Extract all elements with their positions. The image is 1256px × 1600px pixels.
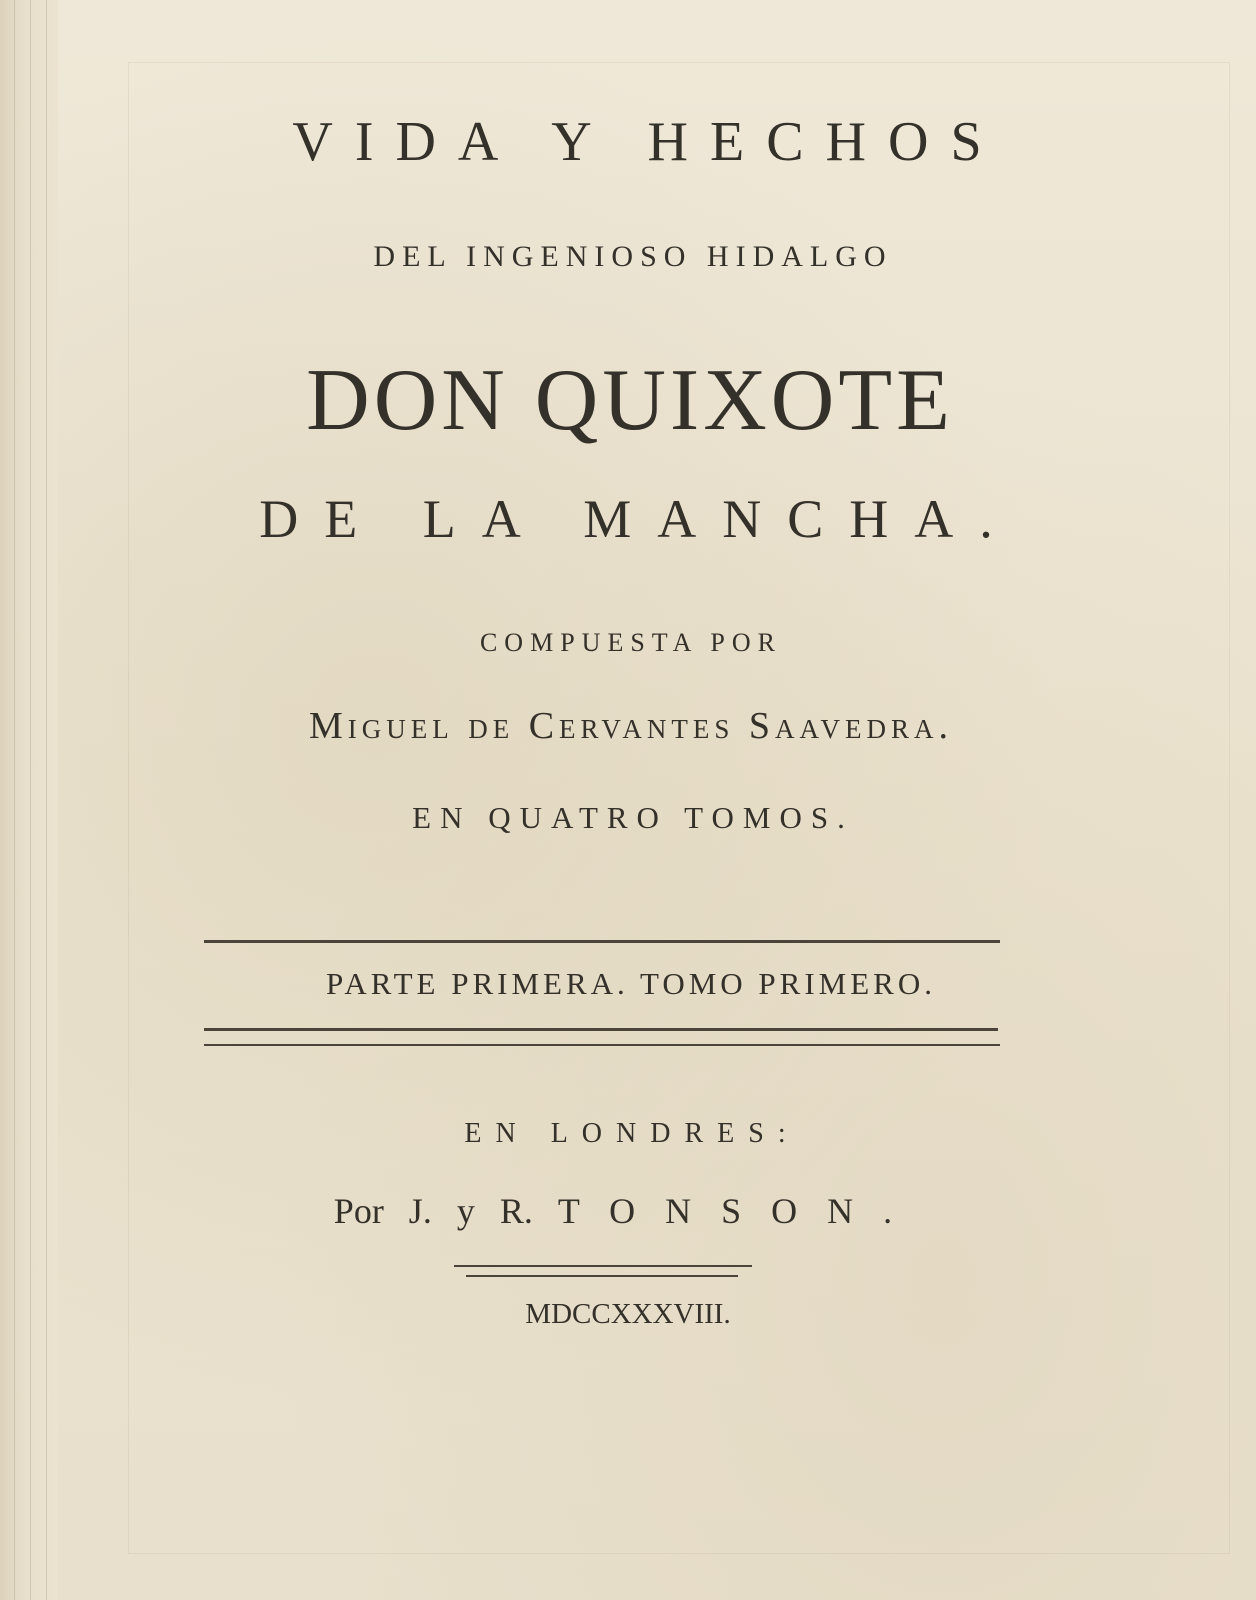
- part-volume-line: PARTE PRIMERA. TOMO PRIMERO.: [326, 966, 936, 1001]
- imprint-place: EN LONDRES:: [464, 1118, 800, 1149]
- printer-prefix: Por J. y R.: [333, 1191, 533, 1231]
- title-line-vida-y-hechos: VIDA Y HECHOS: [292, 111, 1004, 173]
- publication-year: MDCCXXXVIII.: [525, 1298, 731, 1330]
- rule-short-upper: [454, 1265, 752, 1267]
- volumes-line: EN QUATRO TOMOS.: [412, 800, 854, 835]
- title-line-don-quixote: DON QUIXOTE: [306, 352, 954, 449]
- title-line-del-ingenioso-hidalgo: DEL INGENIOSO HIDALGO: [373, 240, 893, 273]
- printer-name: TONSON.: [557, 1191, 923, 1231]
- compuesta-por-line: COMPUESTA POR: [479, 628, 783, 657]
- author-name: Miguel de Cervantes Saavedra.: [308, 705, 954, 747]
- title-line-de-la-mancha: DE LA MANCHA.: [259, 489, 1019, 549]
- rule-short-lower: [466, 1275, 738, 1277]
- rule-top: [204, 940, 1000, 943]
- rule-double-lower: [204, 1044, 1000, 1046]
- rule-double-upper: [204, 1028, 998, 1031]
- imprint-printer: [0, 1190, 1256, 1232]
